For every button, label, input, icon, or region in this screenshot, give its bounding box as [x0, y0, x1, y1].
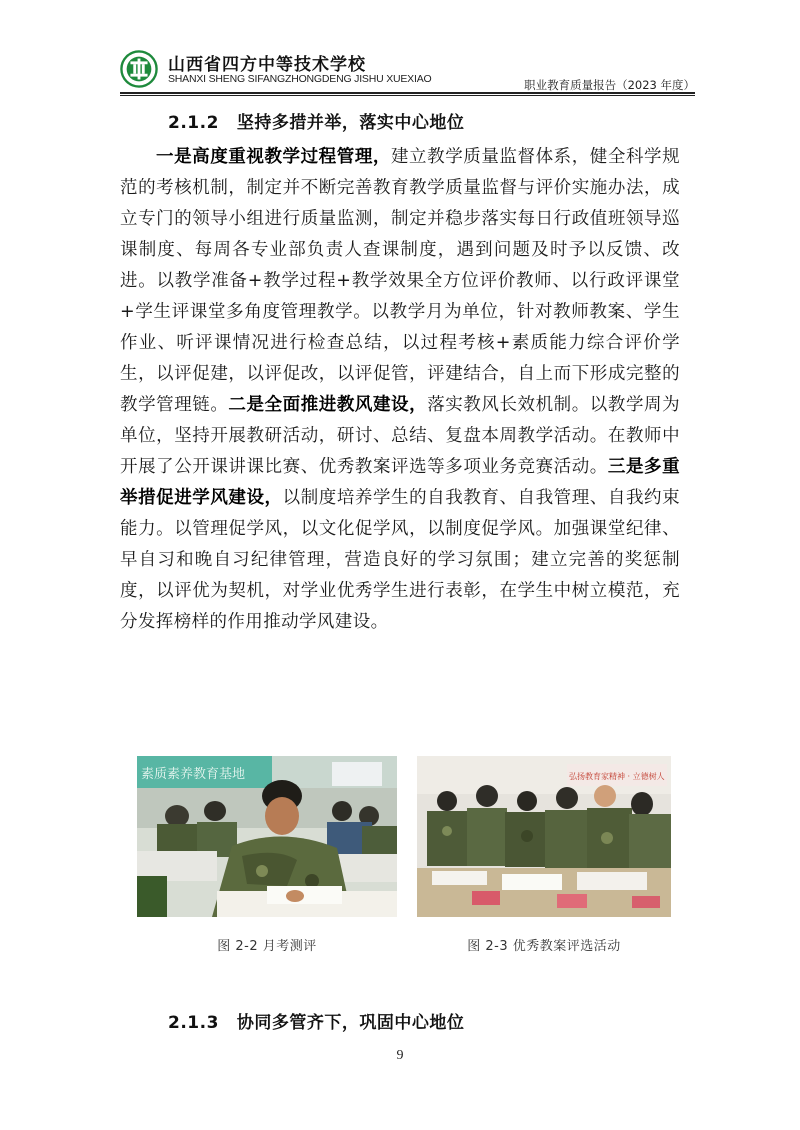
report-title: 职业教育质量报告（2023 年度）: [524, 78, 695, 92]
bold-point-3: 三是多重举措促进学风建设，: [120, 457, 680, 508]
bold-point-2: 二是全面推进教风建设，: [228, 395, 428, 415]
section-number: 2.1.3: [168, 1013, 219, 1033]
school-name-en: SHANXI SHENG SIFANGZHONGDENG JISHU XUEXIAO: [168, 73, 432, 85]
section-title: 协同多管齐下，巩固中心地位: [236, 1013, 465, 1033]
bold-point-1: 一是高度重视教学过程管理，: [156, 147, 391, 167]
school-name-cn: 山西省四方中等技术学校: [168, 55, 366, 75]
banner-text: 弘扬教育家精神 · 立德树人: [569, 772, 665, 781]
school-logo-icon: [120, 50, 158, 88]
wall-sign-text: 素质素养教育基地: [141, 767, 246, 782]
paragraph-text-1: 建立教学质量监督体系，健全科学规范的考核机制，制定并不断完善教育教学质量监督与评价实施办法，成立专门的领导小组进行质量监测，制定并稳步落实每日行政值班领导巡课制度、每周各专业部负责人查课制度，遇到问题及时予以反馈、改进。以教学准备+教学过程+教学效果全方位评价教师、以行政评课堂+学生评课堂多角度管理教学。以教学月为单位，针对教师教案、学生作业、听评课情况进行检查总结，以过程考核+素质能力综合评价学生，以评促建，以评促改，以评促管，评建结合，自上而下形成完整的教学管理链。: [120, 147, 681, 415]
photo-monthly-exam: [137, 756, 397, 917]
figure-caption-2-3: 图 2-3 优秀教案评选活动: [467, 939, 621, 954]
paragraph-text-2: 落实教风长效机制。以教学周为单位，坚持开展教研活动，研讨、总结、复盘本周教学活动。在教师中开展了公开课讲课比赛、优秀教案评选等多项业务竞赛活动。: [120, 395, 680, 477]
photo-lesson-plan-selection: [417, 756, 671, 917]
body-paragraph: [120, 142, 680, 638]
section-number: 2.1.2: [168, 113, 219, 133]
classroom-exam-image: [137, 756, 397, 917]
teachers-reviewing-image: [417, 756, 671, 917]
header-divider: [120, 92, 695, 94]
paragraph-text-3: 以制度培养学生的自我教育、自我管理、自我约束能力。以管理促学风，以文化促学风，以制度促学风。加强课堂纪律、早自习和晚自习纪律管理，营造良好的学习氛围；建立完善的奖惩制度，以评优为契机，对学业优秀学生进行表彰，在学生中树立模范，充分发挥榜样的作用推动学风建设。: [120, 488, 680, 632]
page-header: [120, 48, 695, 94]
section-title: 坚持多措并举，落实中心地位: [236, 113, 465, 133]
page-number: 9: [396, 1048, 404, 1063]
section-heading-2-1-2: [168, 108, 464, 133]
figure-caption-2-2: 图 2-2 月考测评: [217, 939, 317, 954]
section-heading-2-1-3: [168, 1008, 464, 1033]
header-divider-thin: [120, 95, 695, 96]
